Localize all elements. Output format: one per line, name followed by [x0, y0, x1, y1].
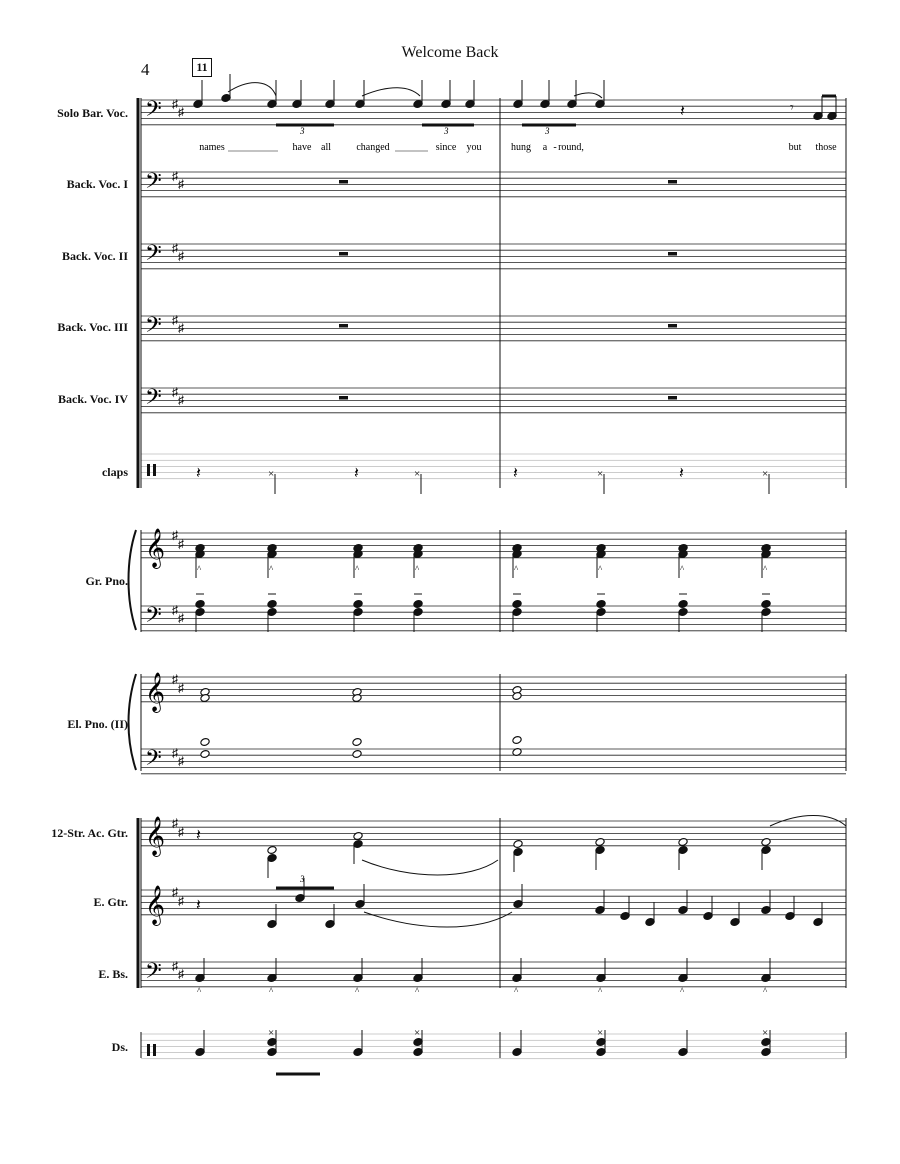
key-sharp-1: ♯	[172, 603, 178, 617]
lyric-syllable: a	[542, 142, 548, 153]
treble-clef: 𝄞	[145, 887, 166, 924]
key-sharp-1: ♯	[172, 169, 178, 183]
tuplet-number: 3	[545, 126, 550, 136]
lyric-syllable: changed	[356, 142, 390, 153]
piano-brace	[129, 530, 137, 630]
bass-clef: 𝄢	[145, 241, 162, 270]
slur	[574, 93, 602, 98]
piano-bass-note	[413, 600, 423, 609]
key-sharp-2: ♯	[178, 825, 184, 839]
eighth-rest: 𝄾	[790, 101, 794, 116]
tuplet-number: 3	[444, 126, 449, 136]
label-electric-piano: El. Pno. (II)	[67, 717, 128, 731]
key-sharp-2: ♯	[178, 611, 184, 625]
lyric-syllable: but	[788, 142, 802, 153]
percussion-clef-bar	[153, 1044, 156, 1056]
accent-mark: ^	[680, 986, 685, 996]
label-back-voc-4: Back. Voc. IV	[57, 392, 128, 406]
slur	[228, 83, 276, 96]
quarter-rest: 𝄽	[680, 103, 685, 120]
label-claps: claps	[101, 465, 128, 479]
accent-mark: ^	[598, 986, 603, 996]
lyric-syllable: have	[292, 142, 312, 153]
whole-rest	[668, 324, 677, 328]
lyric-syllable: those	[815, 142, 837, 153]
key-sharp-1: ♯	[172, 816, 178, 830]
score-title: Welcome Back	[401, 44, 499, 61]
epiano-bass-note	[200, 738, 210, 747]
slur	[362, 88, 420, 96]
epiano-bass-note	[352, 750, 362, 759]
whole-rest	[339, 252, 348, 256]
bass-clef: 𝄢	[145, 313, 162, 342]
clap-x: ×	[414, 468, 421, 480]
piano-bass-note	[512, 600, 522, 609]
epiano-bass-note	[512, 736, 522, 745]
guitar-note	[353, 832, 363, 841]
clap-rest: 𝄽	[679, 465, 684, 482]
accent-mark: ^	[598, 564, 603, 574]
guitar-rest: 𝄽	[196, 827, 201, 844]
whole-rest	[668, 252, 677, 256]
clap-x: ×	[762, 468, 769, 480]
treble-clef: 𝄞	[145, 530, 166, 567]
label-grand-piano: Gr. Pno.	[85, 574, 128, 588]
bass-clef: 𝄢	[145, 97, 162, 126]
lyric-syllable: all	[321, 142, 331, 153]
accent-mark: ^	[763, 564, 768, 574]
guitar-note	[267, 846, 277, 855]
lyric-syllable: -	[553, 142, 557, 153]
page-number: 4	[141, 60, 150, 79]
whole-rest	[668, 180, 677, 184]
label-12-string-guitar: 12-Str. Ac. Gtr.	[51, 826, 128, 840]
tie	[364, 912, 512, 927]
accent-mark: ^	[355, 564, 360, 574]
bass-clef: 𝄢	[145, 385, 162, 414]
key-sharp-2: ♯	[178, 681, 184, 695]
key-sharp-1: ♯	[172, 959, 178, 973]
key-sharp-2: ♯	[178, 537, 184, 551]
tuplet-number: 3	[300, 126, 305, 136]
key-sharp-1: ♯	[172, 241, 178, 255]
piano-bass-note	[267, 600, 277, 609]
clap-x: ×	[597, 468, 604, 480]
piano-bass-note	[678, 600, 688, 609]
hihat-x: ×	[414, 1027, 421, 1039]
percussion-clef-bar	[147, 1044, 150, 1056]
key-sharp-2: ♯	[178, 249, 184, 263]
percussion-clef-bar	[147, 464, 150, 476]
key-sharp-2: ♯	[178, 177, 184, 191]
accent-mark: ^	[355, 986, 360, 996]
epiano-brace	[129, 674, 137, 770]
key-sharp-2: ♯	[178, 321, 184, 335]
clap-rest: 𝄽	[513, 465, 518, 482]
lyrics-line	[199, 142, 837, 153]
music-marks	[129, 74, 847, 1074]
bass-clef: 𝄢	[145, 603, 162, 632]
key-sharp-1: ♯	[172, 885, 178, 899]
accent-mark: ^	[763, 986, 768, 996]
label-electric-guitar: E. Gtr.	[93, 895, 128, 909]
lyric-syllable: round,	[558, 142, 584, 153]
whole-rest	[339, 324, 348, 328]
piano-bass-note	[353, 600, 363, 609]
guitar-note	[595, 838, 605, 847]
piano-bass-note	[596, 600, 606, 609]
label-electric-bass: E. Bs.	[98, 967, 128, 981]
key-sharp-1: ♯	[172, 97, 178, 111]
key-sharp-2: ♯	[178, 393, 184, 407]
tuplet-number: 3	[300, 874, 305, 884]
tie	[362, 860, 498, 875]
key-sharp-2: ♯	[178, 105, 184, 119]
piano-bass-note	[195, 600, 205, 609]
lyric-syllable: you	[466, 142, 482, 153]
label-drums: Ds.	[111, 1040, 128, 1054]
accent-mark: ^	[415, 564, 420, 574]
bass-clef: 𝄢	[145, 746, 162, 775]
label-back-voc-3: Back. Voc. III	[57, 320, 128, 334]
accent-mark: ^	[514, 564, 519, 574]
guitar-note	[513, 840, 523, 849]
clap-rest: 𝄽	[354, 465, 359, 482]
piano-bass-note	[761, 600, 771, 609]
key-sharp-1: ♯	[172, 385, 178, 399]
percussion-clef-bar	[153, 464, 156, 476]
key-sharp-2: ♯	[178, 967, 184, 981]
label-back-voc-1: Back. Voc. I	[66, 177, 128, 191]
hihat-x: ×	[762, 1027, 769, 1039]
whole-rest	[339, 180, 348, 184]
key-sharp-1: ♯	[172, 528, 178, 542]
lyric-syllable: names	[199, 142, 225, 153]
whole-rest	[339, 396, 348, 400]
clap-x: ×	[268, 468, 275, 480]
accent-mark: ^	[197, 986, 202, 996]
guitar-note	[678, 838, 688, 847]
staff-lines	[141, 100, 846, 1059]
key-sharp-1: ♯	[172, 313, 178, 327]
treble-clef: 𝄞	[145, 818, 166, 855]
accent-mark: ^	[197, 564, 202, 574]
clap-rest: 𝄽	[196, 465, 201, 482]
whole-rest	[668, 396, 677, 400]
accent-mark: ^	[514, 986, 519, 996]
lyric-syllable: since	[435, 142, 457, 153]
guitar-rest: 𝄽	[196, 897, 201, 914]
hihat-x: ×	[268, 1027, 275, 1039]
accent-mark: ^	[680, 564, 685, 574]
label-back-voc-2: Back. Voc. II	[61, 249, 128, 263]
bass-clef: 𝄢	[145, 959, 162, 988]
guitar-note	[761, 838, 771, 847]
hihat-x: ×	[597, 1027, 604, 1039]
key-sharp-1: ♯	[172, 672, 178, 686]
key-sharp-2: ♯	[178, 894, 184, 908]
treble-clef: 𝄞	[145, 674, 166, 711]
rehearsal-mark: 11	[192, 58, 212, 77]
accent-mark: ^	[269, 986, 274, 996]
key-sharp-1: ♯	[172, 746, 178, 760]
accent-mark: ^	[269, 564, 274, 574]
key-sharp-2: ♯	[178, 754, 184, 768]
lyric-syllable: hung	[511, 142, 531, 153]
label-solo-bar-voc: Solo Bar. Voc.	[57, 106, 128, 120]
accent-mark: ^	[415, 986, 420, 996]
epiano-bass-note	[352, 738, 362, 747]
epiano-bass-note	[200, 750, 210, 759]
bass-clef: 𝄢	[145, 169, 162, 198]
